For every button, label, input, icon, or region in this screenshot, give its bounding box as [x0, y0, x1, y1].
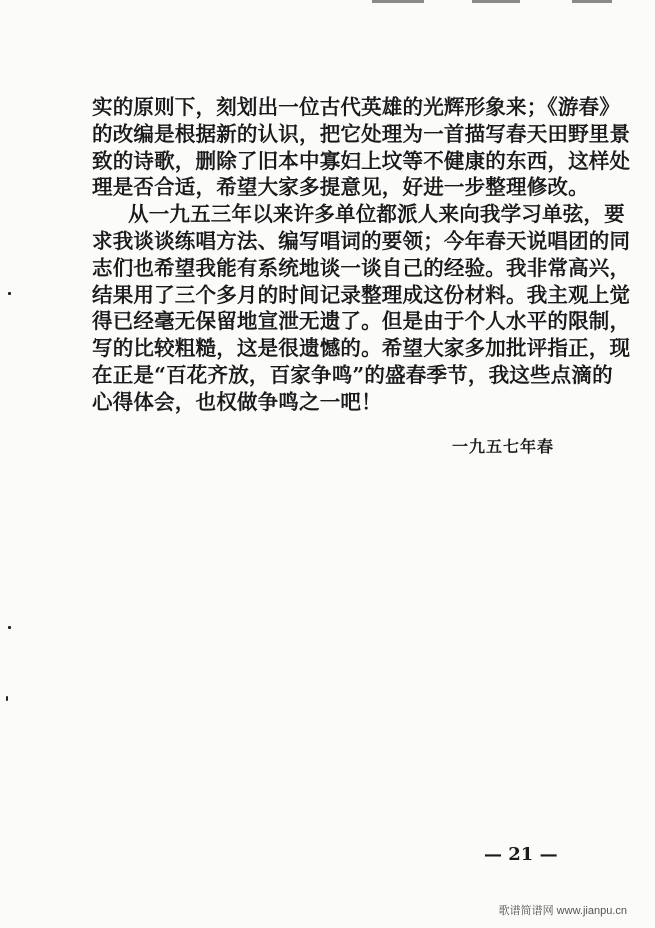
site-watermark: 歌谱简谱网 www.jianpu.cn [498, 905, 627, 917]
text-line: 实的原则下，刻划出一位古代英雄的光辉形象来；《游春》 [92, 95, 620, 119]
scan-speck [8, 626, 11, 629]
signature-date: 一九五七年春 [452, 437, 555, 456]
top-scan-line [372, 0, 424, 3]
text-line: 在正是“百花齐放，百家争鸣”的盛春季节，我这些点滴的 [92, 362, 613, 387]
paragraph-2 [92, 201, 631, 415]
text-line: 求我谈谈练唱方法、编写唱词的要领；今年春天说唱团的同 [92, 228, 631, 253]
top-scan-line [472, 0, 520, 3]
top-scan-line [572, 0, 612, 3]
text-line: 结果用了三个多月的时间记录整理成这份材料。我主观上觉 [92, 282, 631, 307]
main-text [92, 94, 631, 416]
page-number: — 21 — [484, 844, 558, 865]
scan-speck [6, 696, 8, 701]
text-line: 得已经毫无保留地宣泄无遗了。但是由于个人水平的限制， [92, 309, 631, 334]
text-line: 从一九五三年以来许多单位都派人来向我学习单弦，要 [128, 202, 625, 227]
text-line: 的改编是根据新的认识，把它处理为一首描写春天田野里景 [92, 121, 631, 146]
text-line: 写的比较粗糙，这是很遗憾的。希望大家多加批评指正，现 [92, 336, 631, 361]
text-line: 心得体会，也权做争鸣之一吧！ [92, 389, 382, 414]
text-line: 志们也希望我能有系统地谈一谈自己的经验。我非常高兴， [92, 255, 631, 280]
text-line: 致的诗歌，删除了旧本中寡妇上坟等不健康的东西，这样处 [92, 148, 631, 173]
text-line: 理是否合适，希望大家多提意见，好进一步整理修改。 [92, 175, 589, 200]
scan-speck [8, 292, 11, 295]
paragraph-1 [92, 94, 631, 201]
